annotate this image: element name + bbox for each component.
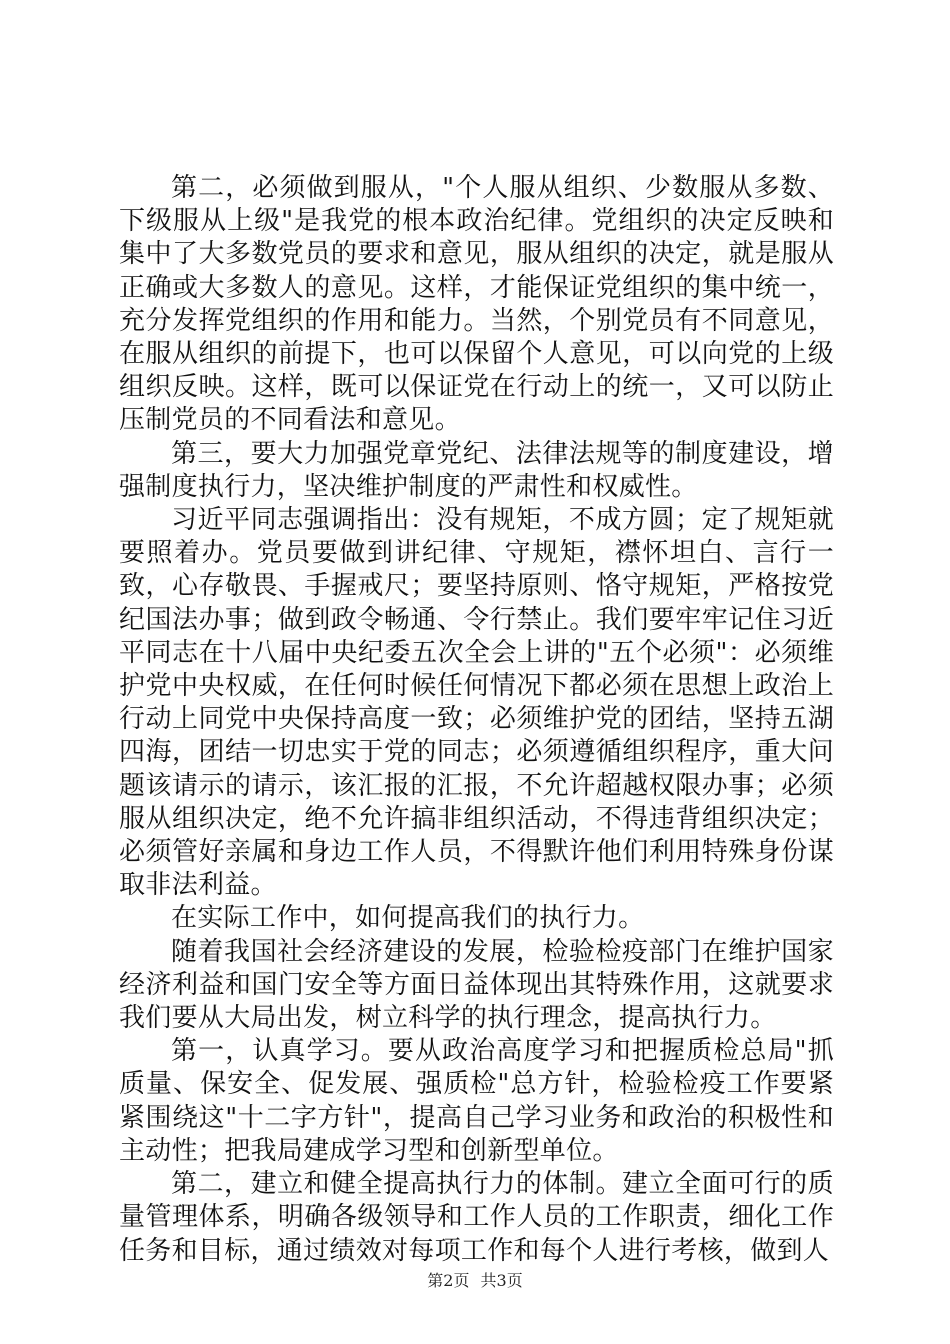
paragraph-rules-quote: 习近平同志强调指出：没有规矩，不成方圆；定了规矩就要照着办。党员要做到讲纪律、守规矩，襟怀坦白、言行一致，心存敬畏、手握戒尺；要坚持原则、恪守规矩，严格按党纪国法办事；做到政令畅通、令行禁止。我们要牢牢记住习近平同志在十八届中央纪委五次全会上讲的"五个必须"：必须维护党中央权威，在任何时候任何情况下都必须在思想上政治上行动上同党中央保持高度一致；必须维护党的团结，坚持五湖四海，团结一切忠实于党的同志；必须遵循组织程序，重大问题该请示的请示，该汇报的汇报，不允许超越权限办事；必须服从组织决定，绝不允许搞非组织活动，不得违背组织决定；必须管好亲属和身边工作人员，不得默许他们利用特殊身份谋取非法利益。 bbox=[119, 505, 834, 901]
paragraph-section-heading: 在实际工作中，如何提高我们的执行力。 bbox=[171, 903, 645, 934]
paragraph-mechanism: 第二，建立和健全提高执行力的体制。建立全面可行的质量管理体系，明确各级领导和工作人员的工作职责，细化工作任务和目标，通过绩效对每项工作和每个人进行考核，做到人 bbox=[119, 1169, 834, 1266]
paragraph-study: 第一，认真学习。要从政治高度学习和把握质检总局"抓质量、保安全、促发展、强质检"总方针，检验检疫工作要紧紧围绕这"十二字方针"，提高自己学习业务和政治的积极性和主动性；把我局建成学习型和创新型单位。 bbox=[119, 1036, 834, 1166]
paragraph-inspection-context: 随着我国社会经济建设的发展，检验检疫部门在维护国家经济利益和国门安全等方面日益体现出其特殊作用，这就要求我们要从大局出发，树立科学的执行理念，提高执行力。 bbox=[119, 936, 834, 1034]
paragraph-system-building: 第三，要大力加强党章党纪、法律法规等的制度建设，增强制度执行力，坚决维护制度的严肃性和权威性。 bbox=[119, 438, 834, 502]
page-number: 第2页 bbox=[427, 1271, 470, 1290]
paragraph-obedience: 第二，必须做到服从，"个人服从组织、少数服从多数、下级服从上级"是我党的根本政治纪律。党组织的决定反映和集中了大多数党员的要求和意见，服从组织的决定，就是服从正确或大多数人的意见。这样，才能保证党组织的集中统一，充分发挥党组织的作用和能力。当然，个别党员有不同意见，在服从组织的前提下，也可以保留个人意见，可以向党的上级组织反映。这样，既可以保证党在行动上的统一，又可以防止压制党员的不同看法和意见。 bbox=[119, 173, 834, 436]
document-body bbox=[119, 172, 834, 1268]
page-footer bbox=[0, 1271, 950, 1291]
page-total: 共3页 bbox=[480, 1271, 523, 1290]
